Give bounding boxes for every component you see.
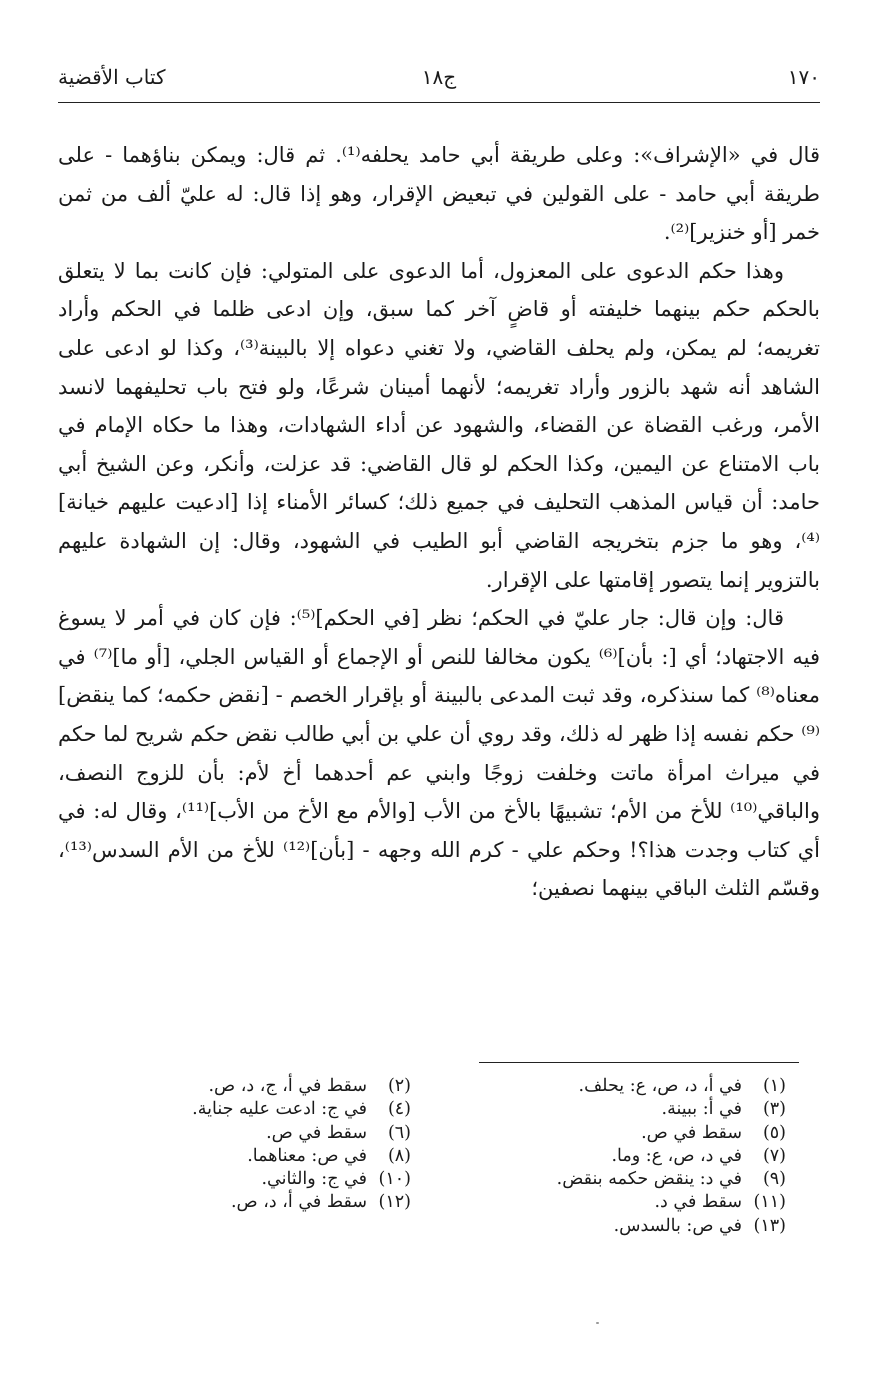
paragraph: قال: وإن قال: جار عليّ في الحكم؛ نظر [في الحكم]⁽⁵⁾: فإن كان في أمر لا يسوغ فيه الاجتهاد؛ أي [: بأن]⁽⁶⁾ يكون مخالفا للنص أو الإجماع أو القياس الجلي، [أو ما]⁽⁷⁾ في معناه⁽⁸⁾ كما سنذكره، وقد ثبت المدعى بالبينة أو بإقرار الخصم - [نقض حكمه؛ كما ينقض]⁽⁹⁾ حكم نفسه إذا ظهر له ذلك، وقد روي أن علي بن أبي طالب نقض حكم شريح لما حكم في ميراث امرأة ماتت وخلفت زوجًا وابني عم أحدهما أخ لأم: بأن للزوج النصف، والباقي⁽¹⁰⁾ للأخ من الأم؛ تشبيهًا بالأخ من الأب [والأم مع الأخ من الأب]⁽¹¹⁾، وقال له: في أي كتاب وجدت هذا؟! وحكم علي - كرم الله وجهه - [بأن]⁽¹²⁾ للأخ من الأم السدس⁽¹³⁾، وقسّم الثلث الباقي بينهما نصفين؛: [58, 606, 821, 901]
paragraph: قال في «الإشراف»: وعلى طريقة أبي حامد يحلفه⁽¹⁾. ثم قال: ويمكن بناؤهما - على طريقة أبي حامد - على القولين في تبعيض الإقرار، وهو إذا قال: له عليّ ألف من ثمن خمر [أو خنزير]⁽²⁾.: [58, 143, 820, 245]
footnote-number: (٨): [387, 1145, 411, 1166]
running-header: [58, 62, 820, 102]
footnote: [58, 1122, 411, 1145]
footnote-number: (١): [762, 1076, 786, 1096]
header-rule: [58, 102, 820, 103]
footnote-number: (٧): [762, 1145, 786, 1166]
paper-speck: [596, 1322, 599, 1324]
footnote-text: سقط في ص.: [266, 1122, 367, 1143]
footnote-text: في ص: بالسدس.: [613, 1215, 742, 1236]
footnote-number: (١١): [753, 1192, 786, 1213]
footnote-number: (١٣): [753, 1215, 786, 1236]
footnote-number: (٥): [762, 1122, 786, 1143]
footnote-text: في ص: معناهما.: [247, 1145, 367, 1166]
footnote: [433, 1215, 786, 1238]
footnote: [58, 1075, 411, 1098]
footnote-number: (٤): [387, 1099, 411, 1120]
footnote-number: (١٠): [378, 1169, 411, 1190]
footnote: [58, 1098, 411, 1121]
footnote-text: سقط في ص.: [641, 1122, 742, 1143]
footnote: [433, 1168, 786, 1191]
volume-number: ج١٨: [421, 65, 457, 89]
footnote-column-left: [58, 1075, 433, 1238]
footnote-text: في د، ص، ع: وما.: [611, 1145, 742, 1166]
footnotes: [58, 1075, 808, 1238]
footnote: [433, 1191, 786, 1214]
footnote-number: (٦): [387, 1122, 411, 1143]
footnote: [58, 1145, 411, 1168]
footnote-text: في ج: ادعت عليه جناية.: [192, 1099, 367, 1120]
footnote: [433, 1145, 786, 1168]
main-text: [58, 136, 820, 908]
book-title: كتاب الأقضية: [58, 65, 166, 89]
footnote: [58, 1191, 411, 1214]
footnote-number: (٣): [762, 1099, 786, 1120]
footnote-text: سقط في أ، ج، د، ص.: [208, 1076, 367, 1096]
footnote: [433, 1122, 786, 1145]
footnote-text: في أ: ببينة.: [661, 1099, 742, 1120]
footnote-rule: [479, 1062, 799, 1063]
footnote-text: في ج: والثاني.: [261, 1169, 367, 1190]
footnote-number: (٢): [387, 1076, 411, 1096]
footnote: [58, 1168, 411, 1191]
footnote: [433, 1098, 786, 1121]
footnote: [433, 1075, 786, 1098]
footnote-text: في أ، د، ص، ع: يحلف.: [578, 1076, 742, 1096]
paragraph: وهذا حكم الدعوى على المعزول، أما الدعوى على المتولي: فإن كانت بما لا يتعلق بالحكم حكم بينهما خليفته أو قاضٍ آخر كما سبق، وإن ادعى ظلما في الحكم وأراد تغريمه؛ لم يمكن، ولم يحلف القاضي، ولا تغني دعواه إلا بالبينة⁽³⁾، وكذا لو ادعى على الشاهد أنه شهد بالزور وأراد تغريمه؛ لأنهما أمينان شرعًا، ولو فتح باب تحليفهما لانسد الأمر، ورغب القضاة عن القضاء، والشهود عن أداء الشهادات، وهذا ما حكاه الإمام في باب الامتناع عن اليمين، وكذا الحكم لو قال القاضي: قد عزلت، وأنكر، وعن الشيخ أبي حامد: أن قياس المذهب التحليف في جميع ذلك؛ كسائر الأمناء إذا [ادعيت عليهم خيانة]⁽⁴⁾، وهو ما جزم بتخريجه القاضي أبو الطيب في الشهود، وقال: إن الشهادة عليهم بالتزوير إنما يتصور إقامتها على الإقرار.: [58, 258, 820, 592]
page-number: ١٧٠: [787, 65, 820, 89]
footnote-column-right: [433, 1075, 808, 1238]
footnote-number: (١٢): [378, 1192, 411, 1213]
footnote-text: سقط في د.: [654, 1192, 742, 1213]
footnote-text: في د: ينقض حكمه بنقض.: [556, 1169, 742, 1190]
footnote-text: سقط في أ، د، ص.: [230, 1192, 367, 1213]
footnote-number: (٩): [762, 1169, 786, 1190]
